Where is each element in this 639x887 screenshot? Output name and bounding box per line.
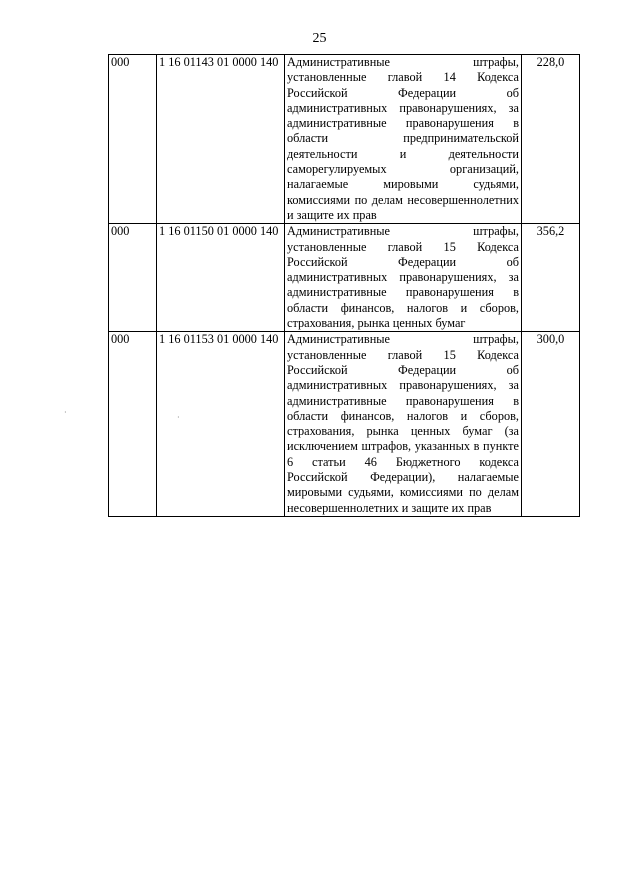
admin-code-cell: 000: [109, 332, 157, 517]
budget-code-cell: 1 16 01143 01 0000 140: [157, 55, 285, 224]
budget-code-cell: 1 16 01150 01 0000 140: [157, 224, 285, 332]
admin-code-cell: 000: [109, 224, 157, 332]
admin-code-cell: 000: [109, 55, 157, 224]
description-cell: Административные штрафы, установленные главой 15 Кодекса Российской Федерации об административных правонарушениях, за административные правонарушения в области финансов, налогов и сборов, страхования, рынка ценных бумаг: [285, 224, 522, 332]
amount-cell: 356,2: [522, 224, 580, 332]
table-row: [109, 55, 580, 224]
amount-cell: 228,0: [522, 55, 580, 224]
table-row: [109, 332, 580, 517]
description-cell: Административные штрафы, установленные главой 14 Кодекса Российской Федерации об административных правонарушениях, за административные правонарушения в области предпринимательской деятельности и деятельности саморегулируемых организаций, налагаемые мировыми судьями, комиссиями по делам несовершеннолетних и защите их прав: [285, 55, 522, 224]
scan-speck: ·: [177, 413, 180, 422]
revenue-table: [108, 54, 580, 517]
budget-code-cell: 1 16 01153 01 0000 140: [157, 332, 285, 517]
table-row: [109, 224, 580, 332]
description-cell: Административные штрафы, установленные главой 15 Кодекса Российской Федерации об административных правонарушениях, за административные правонарушения в области финансов, налогов и сборов, страхования, рынка ценных бумаг (за исключением штрафов, указанных в пункте 6 статьи 46 Бюджетного кодекса Российской Федерации), налагаемые мировыми судьями, комиссиями по делам несовершеннолетних и защите их прав: [285, 332, 522, 517]
page-number: 25: [312, 31, 327, 46]
scan-speck: ·: [64, 408, 67, 417]
amount-cell: 300,0: [522, 332, 580, 517]
